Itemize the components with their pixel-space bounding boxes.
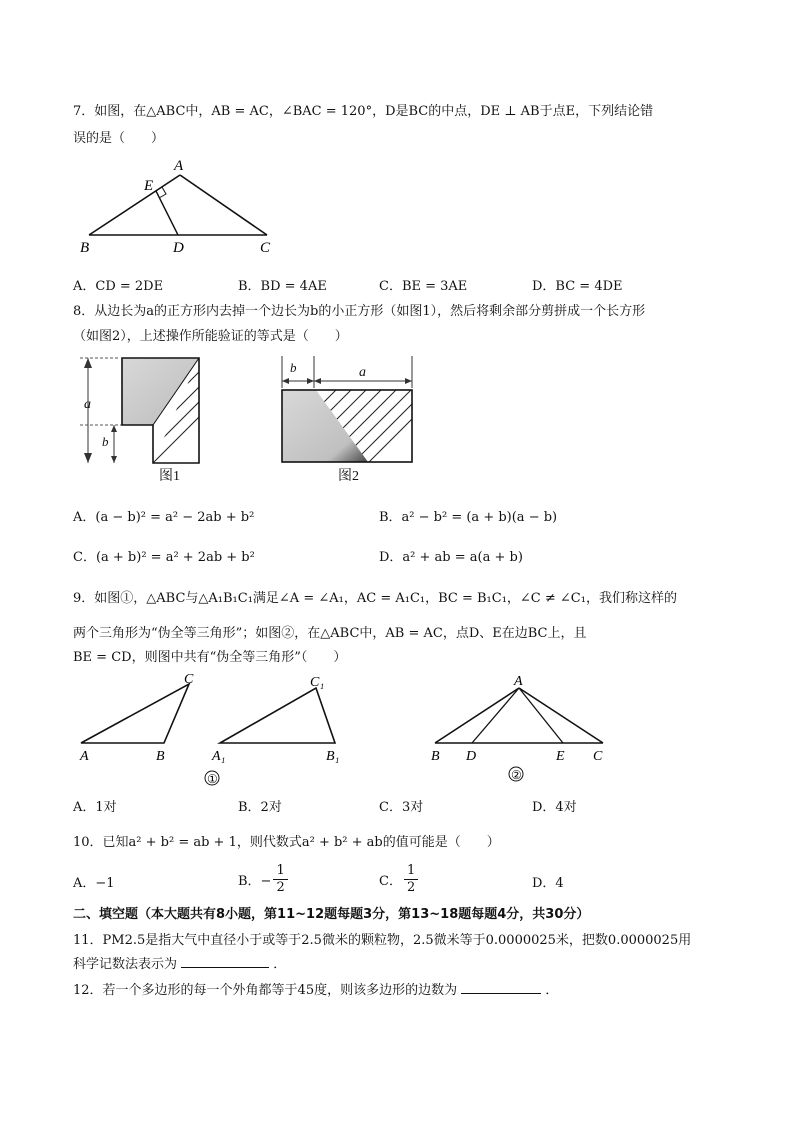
- q9-fig1-label-B: B: [156, 749, 165, 764]
- q9-fig1-label-B1: B₁: [326, 749, 340, 764]
- q9-stem-line2: 两个三角形为“伪全等三角形”；如图②，在△ABC中，AB = AC，点D、E在边BC上，且: [73, 626, 587, 641]
- q7-label-E: E: [144, 178, 154, 194]
- q12-end: ．: [545, 983, 559, 998]
- q9-option-a[interactable]: A．1对: [73, 800, 117, 815]
- q10-option-b-denominator: 2: [273, 879, 287, 896]
- q11-answer-blank[interactable]: [181, 955, 269, 968]
- q8-fig2-label-a: a: [359, 365, 366, 380]
- q7-option-c[interactable]: C．BE = 3AE: [379, 279, 468, 294]
- q10-option-b-fraction: [273, 863, 287, 896]
- section2-heading: 二、填空题（本大题共有8小题，第11~12题每题3分，第13~18题每题4分，共30分）: [73, 907, 590, 922]
- q10-option-b-numerator: 1: [276, 862, 285, 878]
- q7-stem-line2: 误的是（ ）: [73, 131, 165, 146]
- q10-option-c-fraction: [404, 863, 418, 896]
- q8-stem-line1: 8．从边长为a的正方形内去掉一个边长为b的小正方形（如图1），然后将剩余部分剪拼成一个长方形: [73, 304, 646, 319]
- q10-option-c[interactable]: [379, 858, 418, 900]
- q8-option-d[interactable]: D．a² + ab = a(a + b): [379, 550, 523, 565]
- q9-fig2-label-C: C: [593, 749, 603, 764]
- q8-stem-line2: （如图2），上述操作所能验证的等式是（ ）: [73, 329, 348, 344]
- q7-label-A: A: [174, 158, 184, 174]
- q7-label-D: D: [173, 240, 184, 256]
- q8-figure-2: [276, 350, 426, 490]
- q7-option-d[interactable]: D．BC = 4DE: [532, 279, 623, 294]
- q9-stem-line1: 9．如图①，△ABC与△A₁B₁C₁满足∠A = ∠A₁，AC = A₁C₁，BC = B₁C₁，∠C ≠ ∠C₁，我们称这样的: [73, 591, 677, 606]
- q9-fig2-label-A: A: [514, 674, 523, 689]
- q8-option-c[interactable]: C．(a + b)² = a² + 2ab + b²: [73, 550, 255, 565]
- q7-label-C: C: [260, 240, 271, 256]
- q8-option-a[interactable]: A．(a − b)² = a² − 2ab + b²: [73, 510, 255, 525]
- q11-line1: 11．PM2.5是指大气中直径小于或等于2.5微米的颗粒物，2.5微米等于0.0000025米，把数0.0000025用: [73, 933, 692, 948]
- q9-fig1-label-A1: A₁: [212, 749, 226, 764]
- q7-triangle-figure: [70, 150, 300, 260]
- q9-figure-1: [70, 668, 360, 793]
- q8-figure-1: [78, 348, 208, 488]
- q11-end: ．: [273, 957, 287, 972]
- q9-fig1-label-C: C: [184, 672, 194, 687]
- q9-fig1-label-C1: C₁: [310, 675, 325, 690]
- q12-line-container: [73, 979, 558, 998]
- q7-label-B: B: [80, 240, 90, 256]
- q9-option-c[interactable]: C．3对: [379, 800, 424, 815]
- q10-option-a[interactable]: A．−1: [73, 876, 115, 891]
- q11-line2-container: [73, 953, 286, 972]
- q7-option-a[interactable]: A．CD = 2DE: [73, 279, 164, 294]
- q7-stem-line1: 7．如图，在△ABC中，AB = AC，∠BAC = 120°，D是BC的中点，DE ⊥ AB于点E，下列结论错: [73, 104, 654, 119]
- q9-option-b[interactable]: B．2对: [238, 800, 282, 815]
- q12-answer-blank[interactable]: [461, 981, 541, 994]
- q10-option-b-prefix: B．−: [238, 873, 272, 889]
- q7-option-b[interactable]: B．BD = 4AE: [238, 279, 327, 294]
- q12-line: 12．若一个多边形的每一个外角都等于45度，则该多边形的边数为: [73, 983, 458, 998]
- q8-option-b[interactable]: B．a² − b² = (a + b)(a − b): [379, 510, 558, 525]
- q9-fig2-label-B: B: [431, 749, 440, 764]
- q9-stem-line3: BE = CD，则图中共有“伪全等三角形”（ ）: [73, 650, 347, 665]
- q8-fig1-caption: 图1: [159, 469, 180, 484]
- q9-fig2-label-D: D: [466, 749, 477, 764]
- q9-fig2-caption: ②: [511, 768, 522, 782]
- q10-option-d[interactable]: D．4: [532, 876, 564, 891]
- q11-line2: 科学记数法表示为: [73, 957, 178, 972]
- q8-fig2-label-b: b: [290, 360, 297, 375]
- q9-option-d[interactable]: D．4对: [532, 800, 577, 815]
- q8-fig2-caption: 图2: [338, 469, 359, 484]
- q9-fig2-label-E: E: [556, 749, 565, 764]
- q8-fig1-label-b: b: [102, 434, 109, 449]
- q8-fig1-label-a: a: [84, 397, 91, 412]
- q10-option-b[interactable]: [238, 858, 288, 900]
- q9-figure-2: [420, 668, 620, 793]
- q10-stem: 10．已知a² + b² = ab + 1，则代数式a² + b² + ab的值可能是（ ）: [73, 835, 500, 850]
- q9-fig1-caption: ①: [207, 772, 218, 786]
- q10-option-c-prefix: C．: [379, 873, 402, 889]
- q9-fig1-label-A: A: [80, 749, 89, 764]
- q10-option-c-denominator: 2: [404, 879, 418, 896]
- q10-option-c-numerator: 1: [406, 862, 416, 878]
